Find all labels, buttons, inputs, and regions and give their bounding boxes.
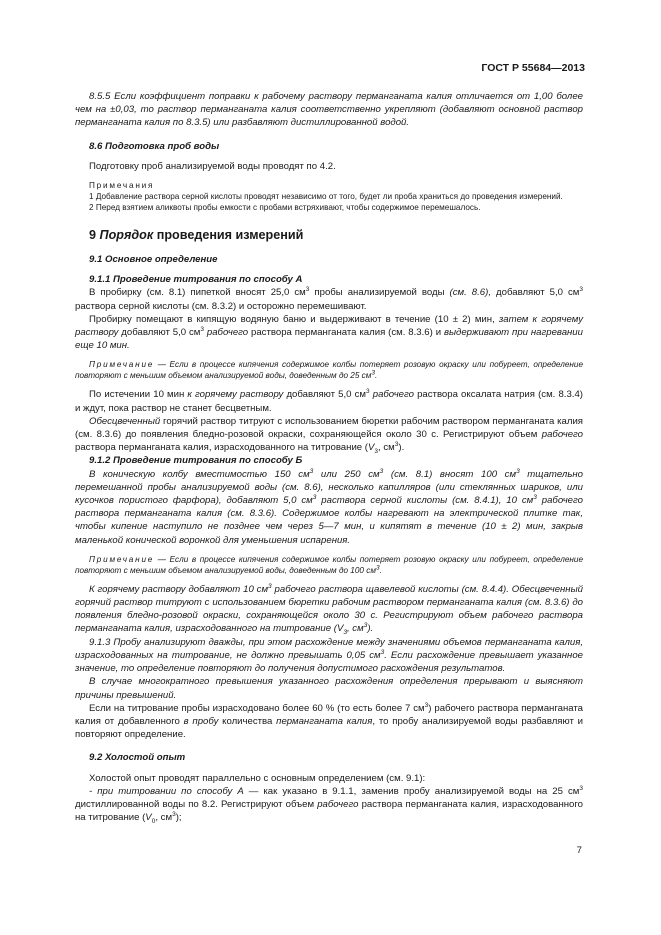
note-1: 1 Добавление раствора серной кислоты проводят независимо от того, будет ли проба храниться до проведения измерений. (89, 192, 563, 202)
page-content (75, 90, 583, 824)
paragraph-8-5-5: 8.5.5 Если коэффициент поправки к рабочему раствору перманганата калия отличается от 1,00 более чем на ±0,03, то раствор перманганата калия соответственно укрепляют (добавляют основной раствор перманганата калия по 8.3.5) или разбавляют дистиллированной водой. (75, 91, 583, 129)
section-9-heading: 9 Порядок проведения измерений (89, 228, 304, 243)
heading-9-1: 9.1 Основное определение (89, 254, 218, 266)
paragraph-8-6: Подготовку проб анализируемой воды проводят по 4.2. (89, 160, 336, 172)
note-2: 2 Перед взятием аликвоты пробы емкости с пробами встряхивают, чтобы содержимое перемешалось. (89, 203, 481, 213)
paragraph-9-2-a: Холостой опыт проводят параллельно с основным определением (см. 9.1): (89, 772, 426, 784)
paragraph-9-1-1-a: В пробирку (см. 8.1) пипеткой вносят 25,0 $см^3$ пробы анализируемой воды (см. 8.6), добавляют 5,0 $см^3$ раствора серной кислоты (см. 8.3.2) и осторожно перемешивают. (75, 286, 584, 312)
paragraph-9-1-2-a: В коническую колбу вместимостью 150 $см^3$ или 250 $см^3$ (см. 8.1) вносят 100 $см^3$ тщательно перемешанной пробы анализируемой воды (см. 8.6), несколько капилляров (или стеклянных шариков, или кусочков пористого фарфора), добавляют 5,0 $см^3$ раствора серной кислоты (см. 8.4.1), 10 $см^3$ рабочего раствора перманганата калия (см. 8.3.6). Содержимое колбы нагревают на электрической плитке так, чтобы кипение наступило не позднее чем через 5—7 мин, и кипятят в течение (10 ± 2) мин, закрыв маленькой конической воронкой для уменьшения испарения. (75, 467, 583, 546)
heading-8-6: 8.6 Подготовка проб воды (89, 140, 220, 152)
paragraph-9-2-b: - при титровании по способу А — как указано в 9.1.1, заменив пробу анализируемой воды на 25 $см^3$ дистиллированной воды по 8.2. Регистрируют объем рабочего раствора перманганата калия, израсходованного на титрование ($V_0$, $см^3$); (75, 784, 584, 826)
heading-9-1-2: 9.1.2 Проведение титрования по способу Б (89, 455, 303, 467)
paragraph-9-1-3-c: Если на титрование пробы израсходовано более 60 % (то есть более 7 $см^3$) рабочего раствора перманганата калия от добавленного в пробу количества перманганата калия, то пробу анализируемой воды разбавляют и повторяют определение. (75, 701, 583, 741)
paragraph-9-1-1-c: По истечении 10 мин к горячему раствору добавляют 5,0 $см^3$ рабочего раствора оксалата натрия (см. 8.3.4) и ждут, пока раствор не станет бесцветным. (75, 388, 583, 414)
paragraph-9-1-1-d: Обесцвеченный горячий раствор титруют с использованием бюретки рабочим раствором перманганата калия (см. 8.3.6) до появления бледно-розовой окраски, сохраняющейся около 30 с. Регистрируют объем рабочего раствора перманганата калия, израсходованного на титрование ($V_3$, $см^3$). (75, 415, 583, 456)
paragraph-9-1-3-b: В случае многократного превышения указанного расхождения определения прерывают и выясняют причины превышений. (75, 676, 583, 701)
paragraph-9-1-1-b: Пробирку помещают в кипящую водяную баню и выдерживают в течение (10 ± 2) мин, затем к горячему раствору добавляют 5,0 $см^3$ рабочего раствора перманганата калия (см. 8.3.6) и выдерживают при нагревании еще 10 мин. (75, 313, 583, 352)
page-number: 7 (576, 845, 582, 856)
paragraph-9-1-2-b: К горячему раствору добавляют 10 $см^3$ рабочего раствора щавелевой кислоты (см. 8.4.4). Обесцвеченный горячий раствор титруют с использованием бюретки рабочим раствором перманганата калия (см. 8.3.6) до появления бледно-розовой окраски, сохраняющейся около 30 с. Регистрируют объем рабочего раствора перманганата калия, израсходованного на титрование ($V_3$, $см^3$). (75, 582, 583, 637)
paragraph-9-1-3: 9.1.3 Пробу анализируют дважды, при этом расхождение между значениями объемов перманганата калия, израсходованных на титрование, не должно превышать 0,05 $см^3$. Если расхождение превышает указанное значение, то определение повторяют до получения допустимого расхождения результатов. (75, 636, 583, 675)
heading-9-1-1: 9.1.1 Проведение титрования по способу А (89, 274, 303, 286)
heading-9-2: 9.2 Холостой опыт (89, 752, 186, 764)
standard-header: ГОСТ Р 55684—2013 (481, 62, 585, 74)
note-a: Примечание — Если в процессе кипячения содержимое колбы потеряет розовую окраску или побуреет, определение повторяют с меньшим объемом анализируемой воды, доведенным до 25 $см^3$. (75, 360, 583, 381)
notes-title: Примечания (89, 181, 155, 191)
note-b: Примечание — Если в процессе кипячения содержимое колбы потеряет розовую окраску или побуреет, определение повторяют с меньшим объемом анализируемой воды, доведенным до 100 $см^3$. (75, 554, 583, 575)
